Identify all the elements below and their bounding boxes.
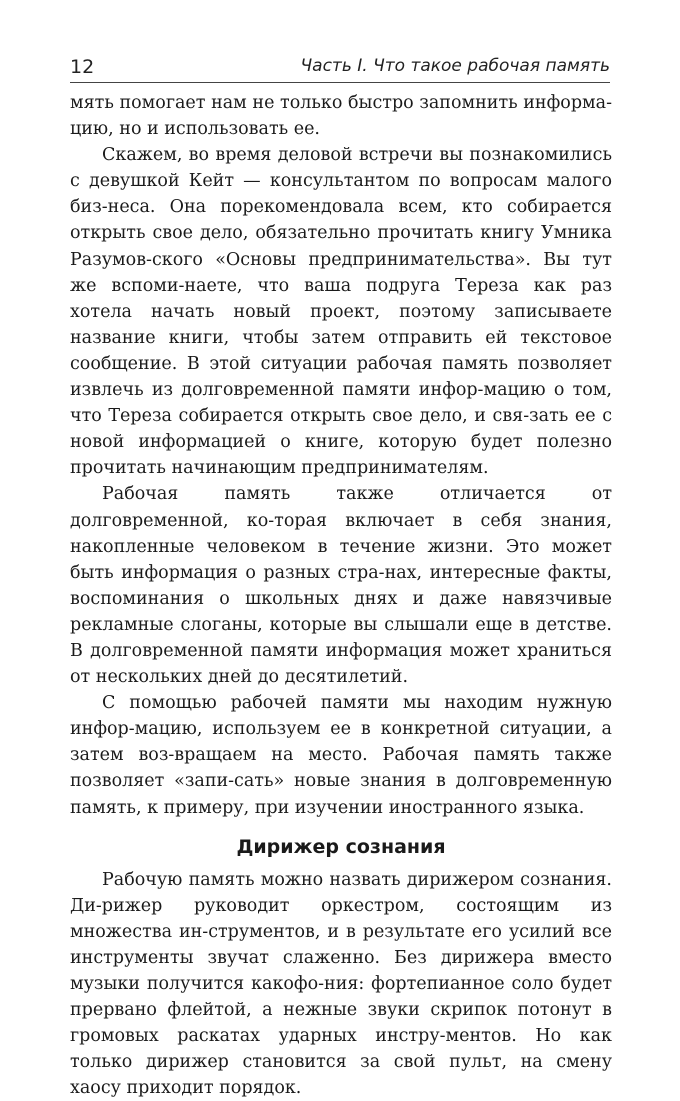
running-header <box>70 56 610 82</box>
paragraph: Рабочая память также отличается от долговременной, ко-торая включает в себя знания, накопленные человеком в течение жизни. Это может быть информация о разных стра-нах, интересные факты, воспоминания о школьных днях и даже навязчивые рекламные слоганы, которые вы слышали еще в детстве. В долговременной памяти информация может храниться от нескольких дней до десятилетий. <box>70 484 612 688</box>
paragraph: Скажем, во время деловой встречи вы познакомились с девушкой Кейт — консультантом по вопросам малого биз-неса. Она порекомендовала всем, кто собирается открыть свое дело, обязательно прочитать книгу Умника Разумов-ского «Основы предпринимательства». Вы тут же вспоми-наете, что ваша подруга Тереза как раз хотела начать новый проект, поэтому записываете название книги, чтобы затем отправить ей текстовое сообщение. В этой ситуации рабочая память позволяет извлечь из долговременной памяти инфор-мацию о том, что Тереза собирается открыть свое дело, и свя-зать ее с новой информацией о книге, которую будет полезно прочитать начинающим предпринимателям. <box>70 145 612 479</box>
paragraph: С помощью рабочей памяти мы находим нужную инфор-мацию, используем ее в конкретной ситуации, а затем воз-вращаем на место. Рабочая память также позволяет «запи-сать» новые знания в долговременную память, к примеру, при изучении иностранного языка. <box>70 693 612 818</box>
section-heading: Дирижер сознания <box>236 835 446 858</box>
chapter-title: Часть I. Что такое рабочая память <box>300 56 610 76</box>
paragraph: Рабочую память можно назвать дирижером сознания. Ди-рижер руководит оркестром, состоящим из множества ин-струментов, и в результате его усилий все инструменты звучат слаженно. Без дирижера вместо музыки получится какофо-ния: фортепианное соло будет прервано флейтой, а нежные звуки скрипок потонут в громовых раскатах ударных инстру-ментов. Но как только дирижер становится за свой пульт, на смену хаосу приходит порядок. <box>70 869 612 1099</box>
header-rule <box>70 82 610 83</box>
paragraph-continuation: мять помогает нам не только быстро запомнить информа-цию, но и использовать ее. <box>70 93 612 140</box>
body-text <box>70 90 612 1101</box>
page-number: 12 <box>70 56 95 78</box>
